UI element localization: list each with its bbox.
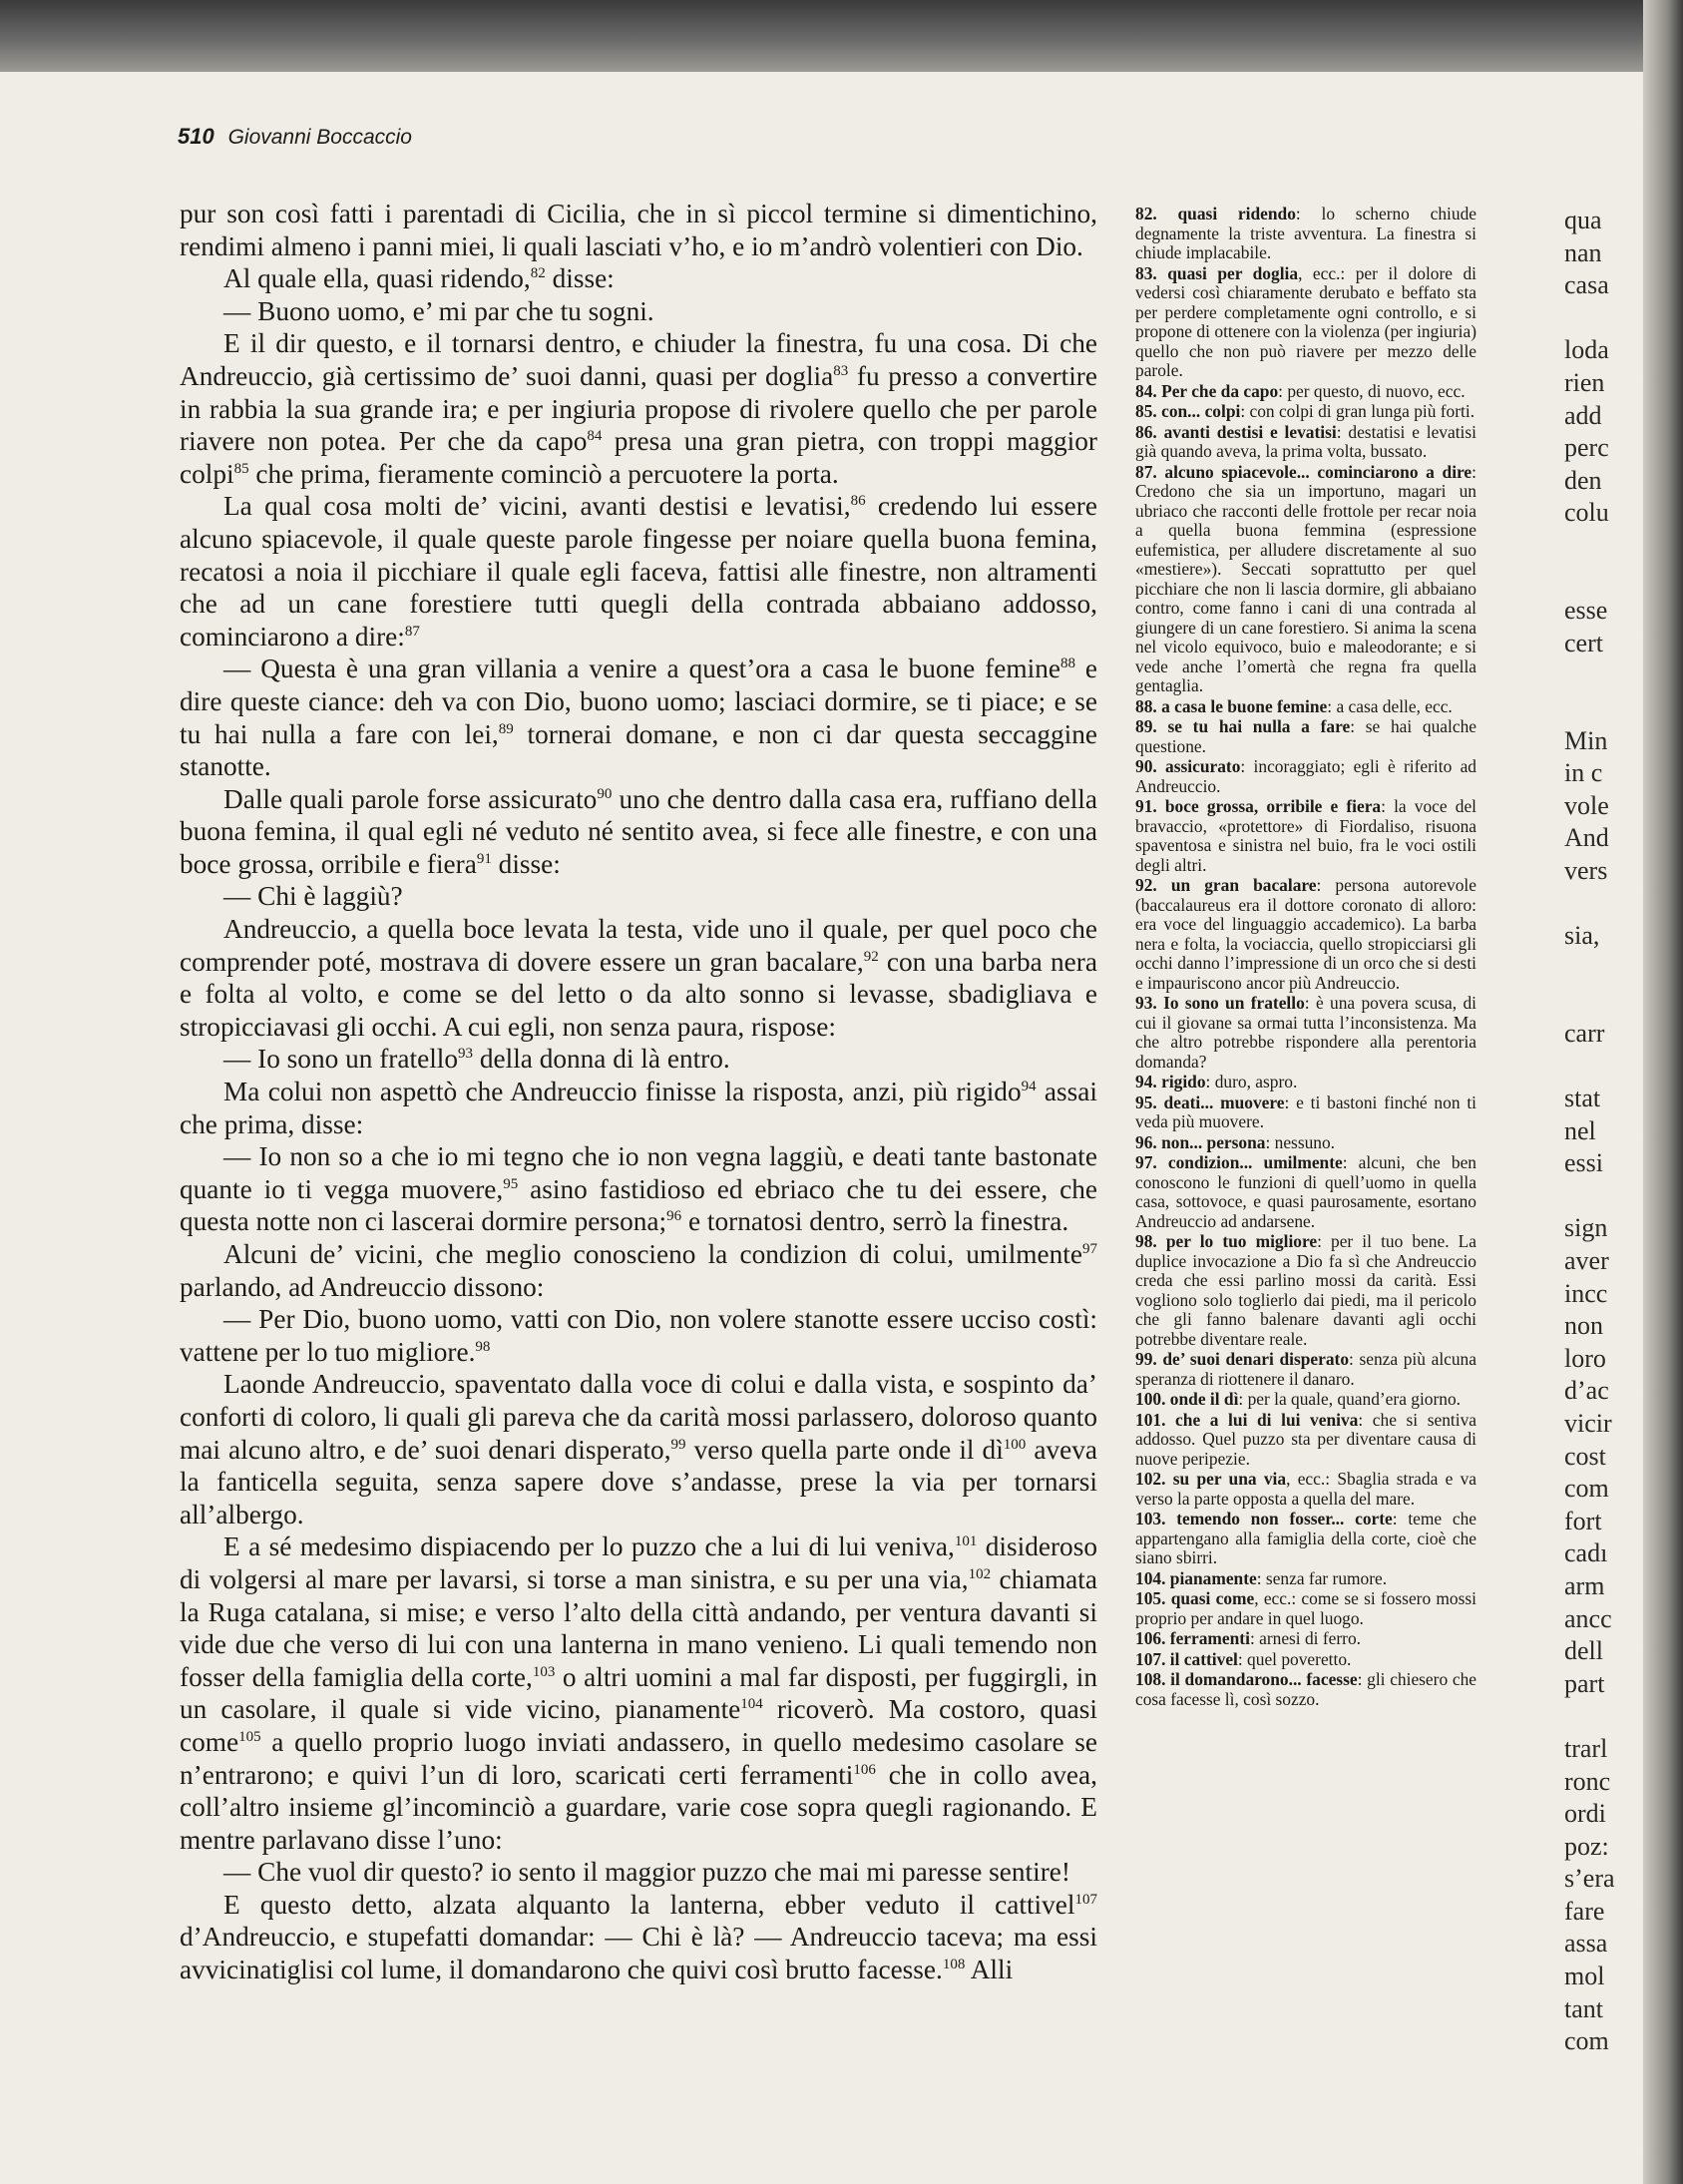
facing-page-fragment: Min (1564, 725, 1608, 755)
facing-page-fragment: perc (1564, 433, 1609, 463)
facing-page-fragment: esse (1564, 596, 1608, 626)
footnote (1135, 697, 1476, 717)
footnote (1135, 1133, 1476, 1153)
paragraph: — Questa è una gran villania a venire a quest’ora a casa le buone femine$^{88}$ e dire queste ciance: deh va con Dio, buono uomo; lasciaci dormire, se ti piace; e se tu hai nulla a fare con lei,$^{89}$ tornerai domane, e non ci dar questa seccaggine stanotte. (180, 654, 1097, 782)
footnote (1135, 1153, 1476, 1231)
scan-top-shadow (0, 0, 1683, 72)
facing-page-fragment: s’era (1564, 1864, 1615, 1894)
footnote-lemma: quasi come (1170, 1588, 1255, 1608)
footnote-lemma: non... persona (1161, 1131, 1266, 1152)
footnote-gloss: : senza più alcuna speranza di riottenere il danaro. (1135, 1349, 1476, 1389)
footnote-gloss: : è una povera scusa, di cui il giovane sa ormai tutta l’inconsistenza. Ma che altro potrebbe rispondere alla perentoria domanda? (1135, 993, 1476, 1072)
footnote-lemma: quasi per doglia (1167, 262, 1299, 283)
facing-page-fragment: add (1564, 400, 1602, 430)
facing-page-fragment: nel (1564, 1115, 1596, 1145)
footnote (1135, 1350, 1476, 1389)
facing-page-fragment: com (1564, 1474, 1609, 1504)
facing-page-fragment: rien (1564, 367, 1605, 397)
paragraph: Ma colui non aspettò che Andreuccio finisse la risposta, anzi, più rigido$^{94}$ assai che prima, disse: (180, 1077, 1097, 1139)
facing-page-fragment: d’ac (1564, 1376, 1609, 1406)
footnote-lemma: a casa le buone femine (1161, 695, 1328, 716)
facing-page-fragment: sia, (1564, 921, 1600, 951)
paragraph: — Che vuol dir questo? io sento il maggior puzzo che mai mi paresse sentire! (223, 1857, 1071, 1888)
facing-page-fragment: loro (1564, 1343, 1606, 1373)
footnote-lemma: quasi ridendo (1177, 204, 1296, 223)
footnote-gloss: : duro, aspro. (1205, 1072, 1298, 1092)
facing-page-fragment: loda (1564, 335, 1609, 365)
footnote-number: 108. (1135, 1669, 1171, 1689)
facing-page-fragment: vicir (1564, 1408, 1612, 1438)
footnote-number: 90. (1135, 756, 1166, 776)
paragraph: Alcuni de’ vicini, che meglio conoscieno la condizion di colui, umilmente$^{97}$ parlando, ad Andreuccio dissono: (180, 1239, 1097, 1302)
paragraph: E a sé medesimo dispiacendo per lo puzzo che a lui di lui veniva,$^{101}$ disideroso di volgersi al mare per lavarsi, si torse a man sinistra, e su per una via,$^{102}$ chiamata la Ruga catalana, si mise; e verso l’alto della città andando, per ventura davanti si vide due che verso di lui con una lanterna in mano venieno. Li quali temendo non fosser della famiglia della corte,$^{103}$ o altri uomini a mal far disposti, per fuggirgli, in un casolare, il quale si vide vicino, pianamente$^{104}$ ricoverò. Ma costoro, quasi come$^{105}$ a quello proprio luogo inviati andassero, in quello medesimo casolare se n’entrarono; e quivi l’un di loro, scaricati certi ferramenti$^{106}$ che in collo avea, coll’altro insieme gl’incominciò a guardare, varie cose sopra quegli ragionando. E mentre parlavano disse l’uno: (180, 1531, 1097, 1855)
facing-page-fragment: dell (1564, 1636, 1603, 1666)
paragraph: — Chi è laggiù? (223, 881, 403, 912)
footnote-gloss: : gli chiesero che cosa facesse lì, così sozzo. (1135, 1669, 1476, 1709)
footnote (1135, 876, 1476, 993)
paragraph: Laonde Andreuccio, spaventato dalla voce di colui e dalla vista, e sospinto da’ conforti di coloro, li quali gli pareva che da carità mossi parlassero, doloroso quanto mai alcuno altro, e de’ suoi denari disperato,$^{99}$ verso quella parte onde il $dì^{100}$ aveva la fanticella seguita, senza sapere dove s’andasse, prese la via per tornarsi all’albergo. (180, 1369, 1098, 1529)
footnote (1135, 423, 1476, 462)
paragraph: E questo detto, alzata alquanto la lanterna, ebber veduto il cattivel$^{107}$ d’Andreuccio, e stupefatti domandar: — Chi è là? — Andreuccio taceva; ma essi avvicinatiglisi col lume, il domandarono che quivi così brutto facesse.$^{108}$ Alli (180, 1889, 1097, 1985)
footnote (1135, 264, 1476, 381)
footnote-lemma: il domandarono... facesse (1170, 1669, 1358, 1689)
footnote-gloss: : lo scherno chiude degnamente la triste avventura. La finestra si chiude implacabile. (1135, 204, 1477, 262)
facing-page-fragment: mol (1564, 1962, 1605, 1991)
facing-page-fragment: den (1564, 465, 1602, 495)
facing-page-fragments (1564, 205, 1634, 2058)
footnote-lemma: ferramenti (1169, 1628, 1250, 1648)
footnote-gloss: , ecc.: come se si fossero mossi proprio per andare in quel luogo. (1135, 1588, 1476, 1628)
footnote-lemma: su per una via (1172, 1469, 1287, 1489)
facing-page-fragment (1564, 530, 1634, 563)
footnote (1135, 1510, 1476, 1568)
facing-page-fragment: vole (1564, 790, 1609, 820)
facing-page-fragment: arm (1564, 1570, 1605, 1600)
footnote-number: 103. (1135, 1509, 1177, 1529)
footnote-lemma: assicurato (1165, 756, 1241, 776)
facing-page-fragment: part (1564, 1668, 1605, 1698)
footnotes-column (1135, 205, 1476, 1710)
footnote-gloss: : per questo, di nuovo, ecc. (1278, 380, 1466, 401)
footnote (1135, 797, 1476, 875)
footnote-number: 95. (1135, 1092, 1164, 1112)
facing-page-fragment: colu (1564, 498, 1609, 528)
footnote-gloss: : alcuni, che ben conoscono le funzioni di quell’uomo in quella casa, sottovoce, e quasi paurosamente, esortano Andreuccio ad andarsene. (1135, 1152, 1476, 1231)
paragraph: — Per Dio, buono uomo, vatti con Dio, non volere stanotte essere ucciso costì: vattene per lo tuo migliore.$^{98}$ (180, 1304, 1097, 1367)
footnote (1135, 1629, 1476, 1649)
footnote-number: 100. (1135, 1389, 1170, 1409)
main-text (180, 198, 1097, 1986)
footnote-number: 83. (1135, 262, 1168, 283)
footnote (1135, 1093, 1476, 1132)
facing-page-fragment: ordi (1564, 1799, 1606, 1829)
footnote-lemma: onde il dì (1169, 1389, 1239, 1409)
facing-page-fragment: essi (1564, 1148, 1603, 1178)
footnote-lemma: Per che da capo (1161, 380, 1279, 401)
facing-page-fragment (1564, 692, 1634, 725)
footnote-number: 91. (1135, 796, 1165, 816)
footnote-gloss: : nessuno. (1265, 1131, 1336, 1152)
footnote-number: 96. (1135, 1131, 1162, 1152)
footnote (1135, 757, 1476, 796)
footnote-lemma: deati... muovere (1163, 1092, 1285, 1112)
paragraph: Dalle quali parole forse assicurato$^{90}$ uno che dentro dalla casa era, ruffiano della buona femina, il qual egli né veduto né sentito avea, si fece alle finestre, e con una boce grossa, orribile e fiera$^{91}$ disse: (180, 783, 1097, 879)
facing-page-fragment: ronc (1564, 1766, 1611, 1796)
footnote-number: 86. (1135, 421, 1164, 442)
footnote-gloss: : per il tuo bene. La duplice invocazione a Dio fa sì che Andreuccio creda che essi parlino mossi da carità. Essi vogliono solo toglierlo dai piedi, ma il pericolo che gli fanno balenare davanti agli occhi potrebbe diventare reale. (1135, 1231, 1476, 1349)
footnote (1135, 463, 1476, 696)
footnote (1135, 1670, 1476, 1709)
facing-page-fragment (1564, 985, 1634, 1018)
footnote-number: 98. (1135, 1231, 1166, 1251)
facing-page-fragment (1564, 659, 1634, 692)
footnote-number: 84. (1135, 380, 1162, 401)
footnote-number: 97. (1135, 1152, 1168, 1172)
footnote-gloss: : senza far rumore. (1256, 1567, 1388, 1588)
footnote-gloss: : e ti bastoni finché non ti veda più muovere. (1135, 1092, 1476, 1131)
footnote-number: 101. (1135, 1409, 1176, 1430)
facing-page-fragment: com (1564, 2026, 1609, 2056)
footnote-lemma: boce grossa, orribile e fiera (1164, 796, 1382, 816)
facing-page-fragment: assa (1564, 1929, 1608, 1959)
footnote-gloss: , ecc.: Sbaglia strada e va verso la parte opposta a quella del mare. (1135, 1469, 1476, 1509)
footnote-lemma: rigido (1161, 1072, 1206, 1092)
footnote-gloss: : a casa delle, ecc. (1327, 695, 1453, 716)
footnote-gloss: : che si sentiva addosso. Quel puzzo sta per diventare causa di nuove peripezie. (1135, 1409, 1476, 1469)
footnote-gloss: : la voce del bravaccio, «protettore» di Fiordaliso, risuona spaventosa e sinistra nel buio, fra le voci ostili degli altri. (1135, 796, 1477, 875)
footnote (1135, 382, 1476, 402)
paragraph: — Io sono un fratello$^{93}$ della donna di là entro. (223, 1044, 730, 1075)
footnote-number: 89. (1135, 716, 1168, 736)
facing-page-fragment (1564, 887, 1634, 920)
facing-page-fragment: stat (1564, 1084, 1601, 1113)
footnote-number: 85. (1135, 401, 1162, 421)
page-number: 510 (178, 124, 214, 149)
footnote-lemma: alcuno spiacevole... cominciarono a dire (1164, 461, 1473, 482)
footnote-gloss: : Credono che sia un importuno, magari un ubriaco che racconti delle frottole per recar noia a quella buona femmina (espressione eufemistica, per alludere discretamente al suo «mestiere»). Seccati soprattutto per quel picchiare che non li lascia dormire, gli abbaiano contro, come fanno i cani di una contrada al giungere di un cane forestiero. Si anima la scena nel vicolo equivoco, buio e maleodorante; e si vede anche l’omertà che regna fra quella gentaglia. (1135, 461, 1476, 695)
facing-page-fragment: cert (1564, 628, 1603, 657)
footnote (1135, 1073, 1476, 1092)
footnote (1135, 994, 1476, 1072)
footnote-gloss: , ecc.: per il dolore di vedersi così chiaramente derubato e beffato sta per perdere completamente ogni controllo, e si propone di ottenere con la violenza (per ingiuria) quello che non può riavere per mezzo delle parole. (1135, 262, 1476, 380)
facing-page-fragment (1564, 1180, 1634, 1213)
footnote-number: 99. (1135, 1349, 1163, 1369)
footnote-gloss: : teme che appartengano alla famiglia della corte, cioè che siano sbirri. (1135, 1509, 1477, 1567)
facing-page-fragment: qua (1564, 206, 1602, 234)
facing-page-fragment: tant (1564, 1993, 1603, 2023)
footnote (1135, 1569, 1476, 1589)
facing-page-fragment: ancc (1564, 1603, 1612, 1633)
footnote-number: 105. (1135, 1588, 1171, 1608)
footnote-number: 94. (1135, 1072, 1162, 1092)
facing-page-fragment (1564, 302, 1634, 335)
footnote-lemma: pianamente (1169, 1567, 1257, 1588)
footnote-number: 92. (1135, 875, 1171, 895)
facing-page-fragment (1564, 1050, 1634, 1083)
page-gutter-shadow (1643, 0, 1683, 2184)
footnote-gloss: : persona autorevole (baccalaureus era il dottore coronato di alloro: era voce del linguaggio accademico). La barba nera e folta, la vociaccia, quello stropicciarsi gli occhi danno l’impressione di un orco che si desti e impauriscono ancor più Andreuccio. (1135, 875, 1476, 993)
footnote-number: 107. (1135, 1648, 1170, 1669)
footnote (1135, 717, 1476, 756)
footnote (1135, 1411, 1476, 1470)
facing-page-fragment (1564, 563, 1634, 596)
footnote-lemma: de’ suoi denari disperato (1162, 1349, 1350, 1369)
footnote (1135, 1589, 1476, 1628)
footnote (1135, 402, 1476, 422)
footnote-gloss: : destatisi e levatisi già quando aveva, la prima volta, bussato. (1135, 421, 1476, 461)
footnote (1135, 205, 1476, 263)
facing-page-fragment (1564, 1700, 1634, 1733)
paragraph: pur son così fatti i parentadi di Cicilia, che in sì piccol termine si dimentichino, rendimi almeno i panni miei, li quali lasciati v’ho, e io m’andrò volentieri con Dio. (180, 199, 1097, 261)
footnote-lemma: che a lui di lui veniva (1175, 1409, 1359, 1430)
footnote-lemma: il cattivel (1169, 1648, 1238, 1669)
footnote-lemma: se tu hai nulla a fare (1167, 716, 1351, 736)
facing-page-fragment: aver (1564, 1246, 1609, 1275)
paragraph: Andreuccio, a quella boce levata la testa, vide uno il quale, per quel poco che comprender poté, mostrava di dovere essere un gran bacalare,$^{92}$ con una barba nera e folta al volto, e come se del letto o da alto sonno si levasse, sbadigliava e stropicciavasi gli occhi. A cui egli, non senza paura, rispose: (180, 914, 1097, 1042)
footnote (1135, 1470, 1476, 1509)
running-header (178, 124, 412, 150)
footnote-number: 88. (1135, 695, 1162, 716)
footnote-number: 104. (1135, 1567, 1170, 1588)
footnote-lemma: un gran bacalare (1170, 875, 1317, 895)
footnote (1135, 1232, 1476, 1349)
footnote-number: 93. (1135, 993, 1164, 1013)
facing-page-fragment: trarl (1564, 1733, 1608, 1763)
footnote-gloss: : con colpi di gran lunga più forti. (1240, 401, 1475, 421)
facing-page-fragment: cost (1564, 1441, 1606, 1471)
facing-page-fragment: in c (1564, 758, 1603, 788)
facing-page-fragment: casa (1564, 270, 1609, 300)
footnote-gloss: : arnesi di ferro. (1249, 1628, 1361, 1648)
footnote-lemma: Io sono un fratello (1163, 993, 1305, 1013)
facing-page-fragment: fare (1564, 1896, 1605, 1926)
facing-page-fragment: incc (1564, 1278, 1608, 1308)
footnote-number: 102. (1135, 1469, 1173, 1489)
facing-page-fragment: And (1564, 823, 1609, 853)
paragraph: E il dir questo, e il tornarsi dentro, e chiuder la finestra, fu una cosa. Di che Andreuccio, già certissimo de’ suoi danni, quasi per doglia$^{83}$ fu presso a convertire in rabbia la sua grande ira; e per ingiuria propose di rivolere quello che per parole riavere non potea. Per che da capo$^{84}$ presa una gran pietra, con troppi maggior colpi$^{85}$ che prima, fieramente cominciò a percuotere la porta. (180, 328, 1097, 489)
paragraph: La qual cosa molti de’ vicini, avanti destisi e levatisi,$^{86}$ credendo lui essere alcuno spiacevole, il quale queste parole fingesse per noiare quella buona femina, recatosi a noia il picchiare il quale egli faceva, fattisi alle finestre, non altramenti che ad un cane forestiere tutti quegli della contrada abbaiano addosso, cominciarono a dire:$^{87}$ (180, 491, 1097, 652)
footnote-lemma: temendo non fosser... corte (1176, 1509, 1393, 1529)
footnote-number: 87. (1135, 461, 1165, 482)
facing-page-fragment: non (1564, 1311, 1603, 1341)
footnote-gloss: : se hai qualche questione. (1135, 716, 1476, 756)
footnote-gloss: : per la quale, quand’era giorno. (1238, 1389, 1462, 1409)
facing-page-fragment: cadı (1564, 1538, 1608, 1568)
footnote-gloss: : quel poveretto. (1237, 1648, 1352, 1669)
footnote-number: 106. (1135, 1628, 1170, 1648)
footnote-gloss: : incoraggiato; egli è riferito ad Andreuccio. (1135, 756, 1476, 796)
footnote-number: 82. (1135, 204, 1178, 223)
facing-page-fragment: carr (1564, 1018, 1605, 1048)
facing-page-fragment (1564, 953, 1634, 986)
footnote-lemma: con... colpi (1161, 401, 1241, 421)
paragraph: — Buono uomo, e’ mi par che tu sogni. (223, 295, 654, 326)
paragraph: Al quale ella, quasi ridendo,$^{82}$ disse: (223, 263, 615, 294)
running-author: Giovanni Boccaccio (227, 126, 412, 149)
footnote-lemma: condizion... umilmente (1167, 1152, 1343, 1172)
footnote (1135, 1650, 1476, 1670)
facing-page-fragment: sign (1564, 1213, 1608, 1243)
footnote-lemma: avanti destisi e levatisi (1163, 421, 1337, 442)
facing-page-fragment: fort (1564, 1506, 1602, 1535)
facing-page-fragment: nan (1564, 237, 1602, 267)
footnote (1135, 1390, 1476, 1410)
footnote-lemma: per lo tuo migliore (1165, 1231, 1318, 1251)
facing-page-fragment: vers (1564, 855, 1608, 885)
paragraph: — Io non so a che io mi tegno che io non vegna laggiù, e deati tante bastonate quante io ti vegga muovere,$^{95}$ asino fastidioso ed ebriaco che tu dei essere, che questa notte non ci lascerai dormire persona;$^{96}$ e tornatosi dentro, serrò la finestra. (180, 1141, 1097, 1237)
facing-page-fragment: poz: (1564, 1831, 1609, 1861)
